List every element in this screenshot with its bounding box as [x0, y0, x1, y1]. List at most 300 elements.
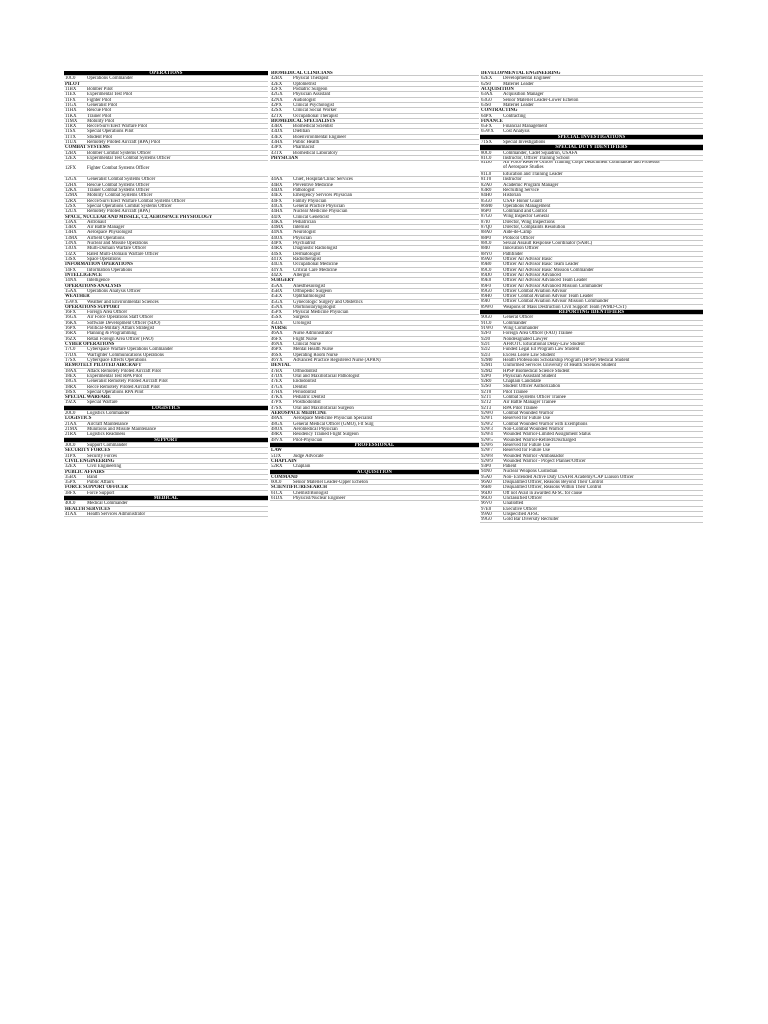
afsc-title: Special Operations Combat Systems Officer: [87, 203, 172, 209]
afsc-title: Special Warfare: [87, 400, 118, 406]
afsc-code: 11KX: [65, 113, 77, 119]
afsc-code: 44HX: [271, 209, 283, 215]
afsc-code: 17C0: [65, 347, 76, 353]
afsc-code: 92T3: [481, 405, 492, 411]
afsc-title: Air Battle Manager: [87, 225, 125, 231]
afsc-title: Security Forces: [87, 453, 117, 459]
afsc-code: 12BX: [65, 150, 77, 156]
afsc-code: 92W6: [481, 442, 493, 448]
afsc-code: 89W0: [481, 304, 493, 310]
afsc-title: Occupational Therapist: [293, 113, 338, 119]
afsc-code: 43PX: [271, 145, 282, 151]
afsc-code: 13SX: [65, 257, 76, 262]
afsc-code: 44KX: [271, 219, 283, 225]
afsc-title: Director, Wing Inspections: [503, 219, 555, 225]
afsc-title: Experimental Test Combat Systems Officer: [87, 156, 171, 161]
afsc-code: 44UX: [271, 262, 283, 268]
afsc-code: 44SX: [271, 251, 282, 257]
afsc-code: 96V0: [481, 501, 492, 507]
afsc-title: Innovation Officer: [503, 246, 539, 252]
afsc-title: Aerospace Physiologist: [87, 230, 133, 236]
afsc-title: Air Force Reserve Officer Training Corps Detachment Commander and Professor of Aerospace Studies: [503, 161, 660, 171]
afsc-title: Developmental Engineer: [503, 76, 551, 82]
afsc-code: 92M2: [481, 368, 493, 374]
afsc-title: Gynecologic Surgery and Obstetrics: [293, 299, 363, 305]
afsc-title: Academic Program Manager: [503, 182, 559, 188]
afsc-title: Special Operations RPA Pilot: [87, 389, 144, 395]
afsc-title: Attack Remotely Piloted Aircraft Pilot: [87, 368, 161, 374]
afsc-title: Reserved for Future Use: [503, 448, 551, 454]
afsc-code: 11EX: [65, 92, 77, 98]
afsc-title: RPA Pilot Trainee: [503, 405, 538, 411]
afsc-code: 12RX: [65, 198, 77, 204]
afsc-title: Operations Commander: [87, 76, 133, 82]
afsc-title: Recce/Surv/Elect Warfare Combat Systems Officer: [87, 198, 186, 204]
afsc-title: Command and Control: [503, 209, 547, 215]
afsc-code: 65WX: [481, 129, 494, 135]
afsc-title: Public Health: [293, 140, 320, 146]
afsc-title: Combat Wounded Warrior: [503, 411, 554, 416]
afsc-code: 44OX: [271, 235, 283, 241]
afsc-code: 93P0: [481, 464, 491, 470]
afsc-code: 44FX: [271, 198, 282, 204]
afsc-code: 41AX: [65, 512, 77, 517]
afsc-code: 47DX: [271, 373, 283, 379]
afsc-title: Neurologist: [293, 230, 316, 236]
afsc-title: Mobility Pilot: [87, 118, 115, 124]
afsc-code: 96U0: [481, 496, 492, 501]
afsc-row: [480, 517, 703, 522]
afsc-title: Officer Combat Aviation Advisor Mission Commander: [503, 299, 609, 305]
column-3: [480, 71, 703, 523]
section-heading: FORCE SUPPORT OFFICER: [64, 485, 268, 490]
afsc-code: 44EX: [271, 193, 283, 199]
afsc-title: Pathfinder: [503, 251, 523, 257]
afsc-code: 99G0: [481, 517, 492, 523]
afsc-code: 15AX: [65, 288, 77, 294]
afsc-title: Operations Analysis Officer: [87, 288, 141, 294]
afsc-title: Audiologist: [293, 97, 316, 103]
section-heading: LAW: [270, 448, 479, 453]
afsc-title: Combat Wounded Warrior with Exemptions: [503, 421, 588, 427]
afsc-title: Officer Air Advisor Basic: [503, 256, 553, 262]
afsc-title: Mobility Combat Systems Officer: [87, 193, 153, 199]
afsc-title: Chaplain: [293, 464, 311, 470]
afsc-title: Biomedical Laboratory: [293, 150, 338, 156]
afsc-title: Rescue Combat Systems Officer: [87, 182, 150, 188]
afsc-title: HPSP Biomedical Science Student: [503, 368, 570, 374]
afsc-code: 18SX: [65, 389, 76, 395]
section-heading: OPERATIONS ANALYSIS: [64, 284, 268, 289]
section-heading: SCIENTIFIC/RESEARCH: [270, 485, 479, 490]
afsc-code: 62S0: [481, 81, 491, 87]
section-heading: NURSE: [270, 326, 479, 331]
afsc-code: 88C0: [481, 241, 492, 246]
afsc-code: 63AX: [481, 92, 493, 98]
afsc-title: Commander, Cadet Squadron, USAFA: [503, 150, 578, 156]
category-banner: OPERATIONS: [64, 71, 268, 76]
afsc-code: 92W5: [481, 437, 493, 443]
afsc-title: Contracting: [503, 113, 526, 119]
afsc-code: 42FX: [271, 86, 282, 92]
afsc-title: Financial Management: [503, 124, 548, 130]
afsc-code: 12KX: [65, 187, 77, 193]
blank-row: [270, 161, 479, 177]
afsc-code: 46YX: [271, 357, 283, 363]
afsc-code: 42GX: [271, 92, 283, 98]
afsc-code: 92F0: [481, 331, 491, 337]
afsc-code: 71SX: [481, 140, 492, 146]
afsc-title: Generalist Pilot: [87, 102, 117, 108]
afsc-code: 47EX: [271, 379, 283, 385]
afsc-code: 92W7: [481, 448, 493, 454]
afsc-title: Intelligence: [87, 278, 110, 284]
afsc-code: 45AX: [271, 283, 283, 289]
afsc-title: Software Development Officer (SDO): [87, 320, 161, 326]
afsc-code: 19ZX: [65, 400, 77, 406]
section-heading: SPECIAL WARFARE: [64, 395, 268, 400]
afsc-title: Officer Air Advisor Advanced Mission Commander: [503, 283, 603, 289]
afsc-code: 16RX: [65, 331, 77, 337]
afsc-title: Instructor, Officer Training School: [503, 156, 570, 161]
section-heading: OPERATIONS SUPPORT: [64, 305, 268, 310]
section-heading: INTELLIGENCE: [64, 273, 268, 278]
afsc-code: 15WX: [65, 299, 78, 305]
afsc-title: Clinical Social Worker: [293, 108, 337, 114]
afsc-code: 48AX: [271, 416, 283, 422]
afsc-title: Band: [87, 474, 98, 480]
afsc-code: 16ZX: [65, 336, 77, 342]
afsc-code: 30C0: [65, 442, 76, 448]
afsc-title: Logistics Commander: [87, 411, 130, 417]
afsc-code: 47GX: [271, 384, 283, 390]
afsc-title: Information Operations: [87, 267, 133, 273]
afsc-code: 88I0: [481, 246, 490, 252]
afsc-code: 61CX: [271, 490, 283, 496]
afsc-title: Experimental Test RPA Pilot: [87, 373, 142, 379]
afsc-code: 92W4: [481, 432, 493, 438]
afsc-code: 43BX: [271, 124, 283, 130]
afsc-title: Funded Legal Ed Program Law Student: [503, 347, 580, 353]
afsc-code: 14FX: [65, 267, 76, 273]
afsc-code: 44NX: [271, 230, 283, 236]
afsc-title: Critical Care Medicine: [293, 267, 337, 273]
afsc-title: Senior Materiel Leader-Upper Echelon: [293, 480, 368, 486]
afsc-code: 21RX: [65, 432, 77, 438]
section-heading: CONTRACTING: [480, 108, 703, 113]
afsc-code: 42PX: [271, 102, 282, 108]
afsc-title: Physical Medicine Physician: [293, 310, 349, 316]
afsc-title: Biomedical Scientist: [293, 124, 333, 130]
afsc-title: Acquisition Manager: [503, 92, 544, 98]
afsc-code: 47SX: [271, 405, 282, 411]
section-heading: CHAPLAIN: [270, 459, 479, 464]
afsc-title: Dermatologist: [293, 251, 321, 257]
afsc-code: 44AX: [271, 177, 283, 183]
category-banner: PROFESSIONAL: [270, 443, 479, 448]
afsc-code: 92J2: [481, 347, 491, 353]
afsc-title: Support Commander: [87, 442, 128, 448]
afsc-code: 46FX: [271, 336, 282, 342]
afsc-code: 42TX: [271, 113, 283, 119]
afsc-title: Cyberspace Effects Operations: [87, 357, 147, 363]
afsc-title: Trainer Combat Systems Officer: [87, 187, 150, 193]
afsc-code: 13BX: [65, 225, 77, 231]
afsc-code: 48VX: [271, 437, 283, 443]
afsc-title: Health Professions Scholarship Program (HPSP) Medical Student: [503, 357, 630, 363]
afsc-code: 13MX: [65, 235, 78, 241]
section-heading: HEALTH SERVICES: [64, 507, 268, 512]
afsc-title: General Medical Officer (GMO), Flt Surg: [293, 421, 374, 427]
afsc-code: 60C0: [271, 480, 282, 486]
afsc-code: 51JX: [271, 453, 282, 459]
afsc-code: 16PX: [65, 326, 76, 332]
afsc-title: Dentist: [293, 384, 307, 390]
afsc-title: Instructor: [503, 177, 522, 183]
afsc-code: 12FX: [65, 166, 76, 172]
afsc-title: Otorhinolaryngologist: [293, 304, 336, 310]
section-heading: DENTAL: [270, 363, 479, 368]
afsc-code: 47PX: [271, 400, 282, 406]
afsc-code: 44BX: [271, 182, 283, 188]
afsc-code: 42BX: [271, 76, 283, 82]
afsc-title: Bomber Pilot: [87, 86, 113, 92]
afsc-title: Clinical Geneticist: [293, 214, 329, 220]
afsc-title: Health Services Administrator: [87, 512, 146, 517]
afsc-code: 43DX: [271, 129, 283, 135]
afsc-title: Physician Assistant Student: [503, 373, 557, 379]
afsc-row: [64, 161, 268, 177]
afsc-code: 87I0: [481, 219, 490, 225]
section-heading: BIOMEDICAL SPECIALISTS: [270, 119, 479, 124]
section-heading: FINANCE: [480, 119, 703, 124]
afsc-title: Judge Advocate: [293, 453, 324, 459]
afsc-code: 92W3: [481, 426, 493, 432]
afsc-code: 92S0: [481, 384, 491, 390]
afsc-code: 35PX: [65, 480, 76, 486]
afsc-title: Family Physician: [293, 198, 327, 204]
afsc-code: 10C0: [65, 76, 76, 82]
section-heading: SPACE, NUCLEAR AND MISSILE, C2, AEROSPACE PHYSIOLOGY: [64, 215, 268, 220]
afsc-title: Force Support: [87, 490, 115, 496]
section-heading: CYBER OPERATIONS: [64, 342, 268, 347]
afsc-code: 18GX: [65, 379, 77, 385]
afsc-title: Cyberspace Warfare Operations Commander: [87, 347, 173, 353]
afsc-title: Physicist/Nuclear Engineer: [293, 496, 346, 502]
afsc-title: Disqualified Officer, Reasons Within Their Control: [503, 485, 602, 491]
afsc-code: 12UX: [65, 209, 77, 215]
afsc-code: 90G0: [481, 315, 492, 321]
afsc-code: 13NX: [65, 241, 77, 247]
afsc-code: 47KX: [271, 395, 283, 401]
afsc-code: 44TX: [271, 257, 283, 262]
afsc-title: Physician Assistant: [293, 92, 331, 98]
column-1: [64, 71, 268, 517]
afsc-title: Unclassified Officer: [503, 496, 542, 501]
afsc-title: Special Investigations: [503, 140, 546, 146]
section-heading: DEVELOPMENTAL ENGINEERING: [480, 71, 703, 76]
afsc-code: 44RX: [271, 246, 283, 252]
afsc-title: Air Battle Manager Trainee: [503, 400, 556, 406]
afsc-title: Multi-Domain Warfare Officer: [87, 246, 147, 252]
category-banner: ACQUISITION: [270, 470, 479, 475]
afsc-code: 48RX: [271, 432, 283, 438]
afsc-code: 11FX: [65, 97, 76, 103]
afsc-title: Nurse Administrator: [293, 331, 333, 337]
afsc-code: 92M0: [481, 357, 493, 363]
afsc-code: 44GX: [271, 203, 283, 209]
afsc-title: Protocol Officer: [503, 235, 535, 241]
afsc-code: 92T0: [481, 389, 492, 395]
afsc-code: 18EX: [65, 373, 77, 379]
afsc-code: 16GX: [65, 315, 77, 321]
afsc-code: 48GX: [271, 421, 283, 427]
afsc-code: 32EX: [65, 464, 77, 470]
afsc-code: 88P0: [481, 235, 491, 241]
section-heading: REMOTELY PILOTED AIRCRAFT: [64, 363, 268, 368]
afsc-code: 44MX: [271, 225, 284, 231]
afsc-title: Emergency Services Physician: [293, 193, 353, 199]
afsc-title: Occupational Medicine: [293, 262, 338, 268]
category-banner: MEDICAL: [64, 496, 268, 501]
afsc-code: 45NX: [271, 304, 283, 310]
afsc-code: 21MX: [65, 427, 78, 432]
afsc-code: 11HX: [65, 108, 77, 114]
afsc-code: 87G0: [481, 214, 492, 220]
afsc-title: Pilot Trainee: [503, 389, 528, 395]
afsc-code: 11SX: [65, 129, 76, 135]
afsc-code: 62EX: [481, 76, 493, 82]
afsc-code: 97E0: [481, 506, 492, 512]
afsc-code: 17DX: [65, 352, 77, 358]
afsc-title: Pharmacist: [293, 145, 315, 151]
afsc-code: 16KX: [65, 320, 77, 326]
afsc-title: Urologist: [293, 320, 312, 326]
afsc-code: 45UX: [271, 320, 283, 326]
afsc-title: Experimental Test Pilot: [87, 92, 133, 98]
afsc-code: 65FX: [481, 124, 492, 130]
afsc-code: 47BX: [271, 368, 283, 374]
afsc-title: Clinical Psychologist: [293, 102, 334, 108]
afsc-title: Retail Foreign Area Officer (FAO): [87, 336, 154, 342]
afsc-title: Logistics Readiness: [87, 432, 126, 438]
afsc-title: Mental Health Nurse: [293, 347, 334, 353]
afsc-title: USAF Honor Guard: [503, 198, 542, 204]
section-heading: PHYSICIAN: [270, 156, 479, 161]
afsc-title: Generalist Remotely Piloted Aircraft Pilot: [87, 379, 168, 385]
afsc-code: 91C0: [481, 320, 492, 326]
afsc-code: 17SX: [65, 357, 76, 363]
afsc-title: Aerospace Medicine Physician Specialist: [293, 416, 373, 422]
afsc-title: Physical Therapist: [293, 76, 329, 82]
afsc-code: 88Y0: [481, 251, 492, 257]
section-heading: WEATHER: [64, 294, 268, 299]
afsc-title: Orthodontist: [293, 368, 318, 374]
afsc-title: Generalist Combat Systems Officer: [87, 177, 156, 183]
afsc-code: 12GX: [65, 177, 77, 183]
afsc-code: 63S0: [481, 102, 491, 108]
afsc-title: Non- Extended Active Duty USAFR Academy/CAP Liaison Officer: [503, 474, 634, 480]
afsc-code: 89C0: [481, 267, 492, 273]
afsc-title: Flight Nurse: [293, 336, 318, 342]
afsc-title: General Officer: [503, 315, 534, 321]
afsc-code: 31PX: [65, 453, 76, 459]
afsc-code: 89F0: [481, 283, 491, 289]
afsc-title: Radiotherapist: [293, 257, 321, 262]
afsc-code: 96A0: [481, 480, 492, 486]
afsc-title: Uniformed Services University of Health Sciences Student: [503, 363, 616, 369]
afsc-title: Wounded Warrior -Ambassador: [503, 453, 564, 459]
afsc-code: 12SX: [65, 203, 76, 209]
afsc-code: 12MX: [65, 193, 78, 199]
afsc-code: 92W9: [481, 458, 493, 464]
afsc-row: [270, 496, 479, 501]
afsc-title: Warfighter Communications Operations: [87, 352, 164, 358]
afsc-code: 13AX: [65, 219, 77, 225]
afsc-title: Executive Officer: [503, 506, 538, 512]
afsc-title: Off not Avail in awarded AFSC for cause: [503, 490, 583, 496]
afsc-title: Civil Engineering: [87, 464, 122, 470]
afsc-code: 89G0: [481, 288, 492, 294]
section-heading: CIVIL ENGINEERING: [64, 459, 268, 464]
afsc-title: Residency Trained Flight Surgeon: [293, 432, 359, 438]
afsc-code: 18RX: [65, 384, 77, 390]
afsc-code: 13OX: [65, 246, 77, 252]
afsc-title: Pediatric Dentist: [293, 395, 326, 401]
afsc-title: Officer Air Advisor Basic Team Leader: [503, 262, 579, 268]
afsc-title: Remotely Piloted Aircraft (RPA) Pilot: [87, 140, 161, 146]
afsc-code: 42NX: [271, 97, 283, 103]
afsc-title: Fighter Combat Systems Officer: [87, 166, 150, 172]
afsc-title: Special Operations Pilot: [87, 129, 134, 135]
afsc-code: 89B0: [481, 262, 492, 268]
afsc-code: 92P0: [481, 373, 491, 379]
afsc-code: 86M0: [481, 203, 493, 209]
afsc-title: Planning & Programming: [87, 331, 137, 337]
afsc-title: Sexual Assault Response Coordinator (SARC): [503, 241, 593, 246]
afsc-code: 89I0: [481, 299, 490, 305]
afsc-title: Recce Remotely Piloted Aircraft Pilot: [87, 384, 160, 390]
afsc-title: Periodontist: [293, 389, 317, 395]
afsc-code: 20C0: [65, 411, 76, 417]
afsc-code: 16FX: [65, 310, 76, 316]
afsc-title: Chemist/Biologist: [293, 490, 328, 496]
afsc-row: [480, 161, 703, 172]
afsc-code: 92W0: [481, 411, 493, 416]
afsc-code: 81D0: [481, 161, 492, 166]
afsc-title: Pathologist: [293, 187, 315, 193]
afsc-code: 43TX: [271, 150, 283, 156]
afsc-title: Student Officer Authorization: [503, 384, 561, 390]
afsc-title: Ophthalmologist: [293, 294, 326, 300]
section-heading: SURGERY: [270, 278, 479, 283]
afsc-code: 95A0: [481, 474, 492, 480]
afsc-code: 42SX: [271, 108, 282, 114]
afsc-code: 21AX: [65, 421, 77, 427]
afsc-title: Senior Materiel Leader-Lower Echelon: [503, 97, 579, 103]
afsc-title: Oral and Maxillofacial Surgeon: [293, 405, 354, 411]
afsc-title: Bomber Combat Systems Officer: [87, 150, 151, 156]
afsc-code: 85G0: [481, 198, 492, 204]
afsc-code: 63G0: [481, 97, 492, 103]
afsc-title: Officer Air Advisor Advanced Team Leader: [503, 278, 588, 284]
column-2: [270, 71, 479, 501]
afsc-title: Officer Air Advisor Basic Mission Commander: [503, 267, 594, 273]
afsc-code: 13ZX: [65, 251, 77, 257]
afsc-title: Wing Commander: [503, 326, 539, 331]
afsc-code: 96D0: [481, 490, 492, 496]
afsc-code: 44DX: [271, 187, 283, 193]
